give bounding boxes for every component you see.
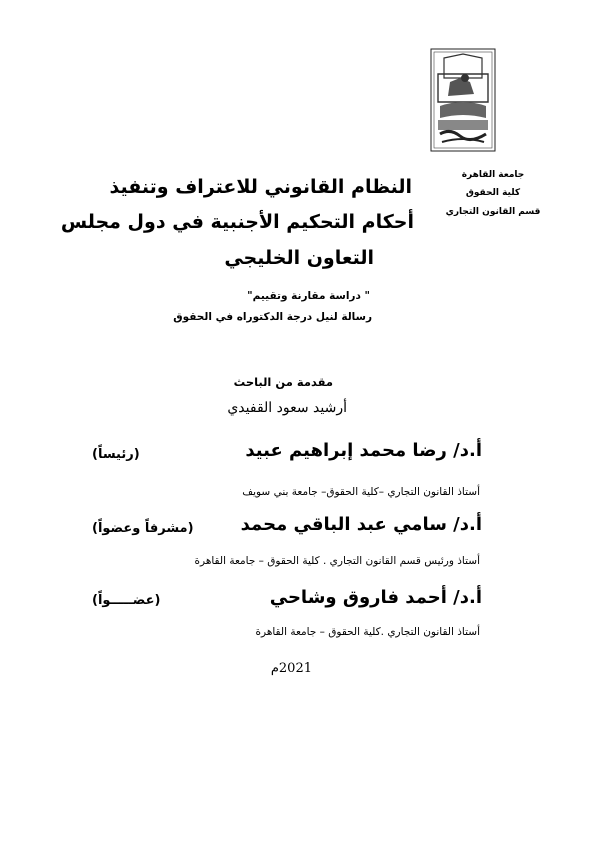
thesis-title-line-3: التعاون الخليجي xyxy=(224,247,374,269)
degree-statement: رسالة لنيل درجة الدكتوراه في الحقوق xyxy=(173,311,372,323)
faculty-name: كلية الحقوق xyxy=(465,188,521,198)
committee-member-3-description: أستاذ القانون التجاري .كلية الحقوق – جامعة القاهرة xyxy=(255,626,480,638)
committee-member-2-description: أستاذ ورئيس قسم القانون التجاري . كلية الحقوق – جامعة القاهرة xyxy=(194,555,480,567)
committee-member-3-name: أ.د/ أحمد فاروق وشاحي xyxy=(269,587,482,608)
committee-member-1-description: أستاذ القانون التجاري –كلية الحقوق– جامعة بني سويف xyxy=(242,486,480,498)
study-type: " دراسة مقارنة وتقييم" xyxy=(247,290,370,302)
thesis-title-line-2: أحكام التحكيم الأجنبية في دول مجلس xyxy=(60,211,414,233)
university-name: جامعة القاهرة xyxy=(461,170,525,180)
university-logo xyxy=(430,48,496,152)
presented-by-label: مقدمة من الباحث xyxy=(233,375,333,389)
committee-member-1-name: أ.د/ رضا محمد إبراهيم عبيد xyxy=(245,440,482,461)
thesis-title-line-1: النظام القانوني للاعتراف وتنفيذ xyxy=(109,176,412,198)
year: 2021م xyxy=(270,661,312,676)
committee-member-1-role: (رئيساً) xyxy=(92,447,140,462)
department-name: قسم القانون التجاري xyxy=(445,207,541,217)
committee-member-2-role: (مشرفاً وعضواً) xyxy=(92,521,194,536)
committee-member-3-role: (عضـــــواً) xyxy=(92,593,161,608)
committee-member-2-name: أ.د/ سامي عبد الباقي محمد xyxy=(240,514,482,535)
author-name: أرشيد سعود القفيدي xyxy=(227,400,347,416)
